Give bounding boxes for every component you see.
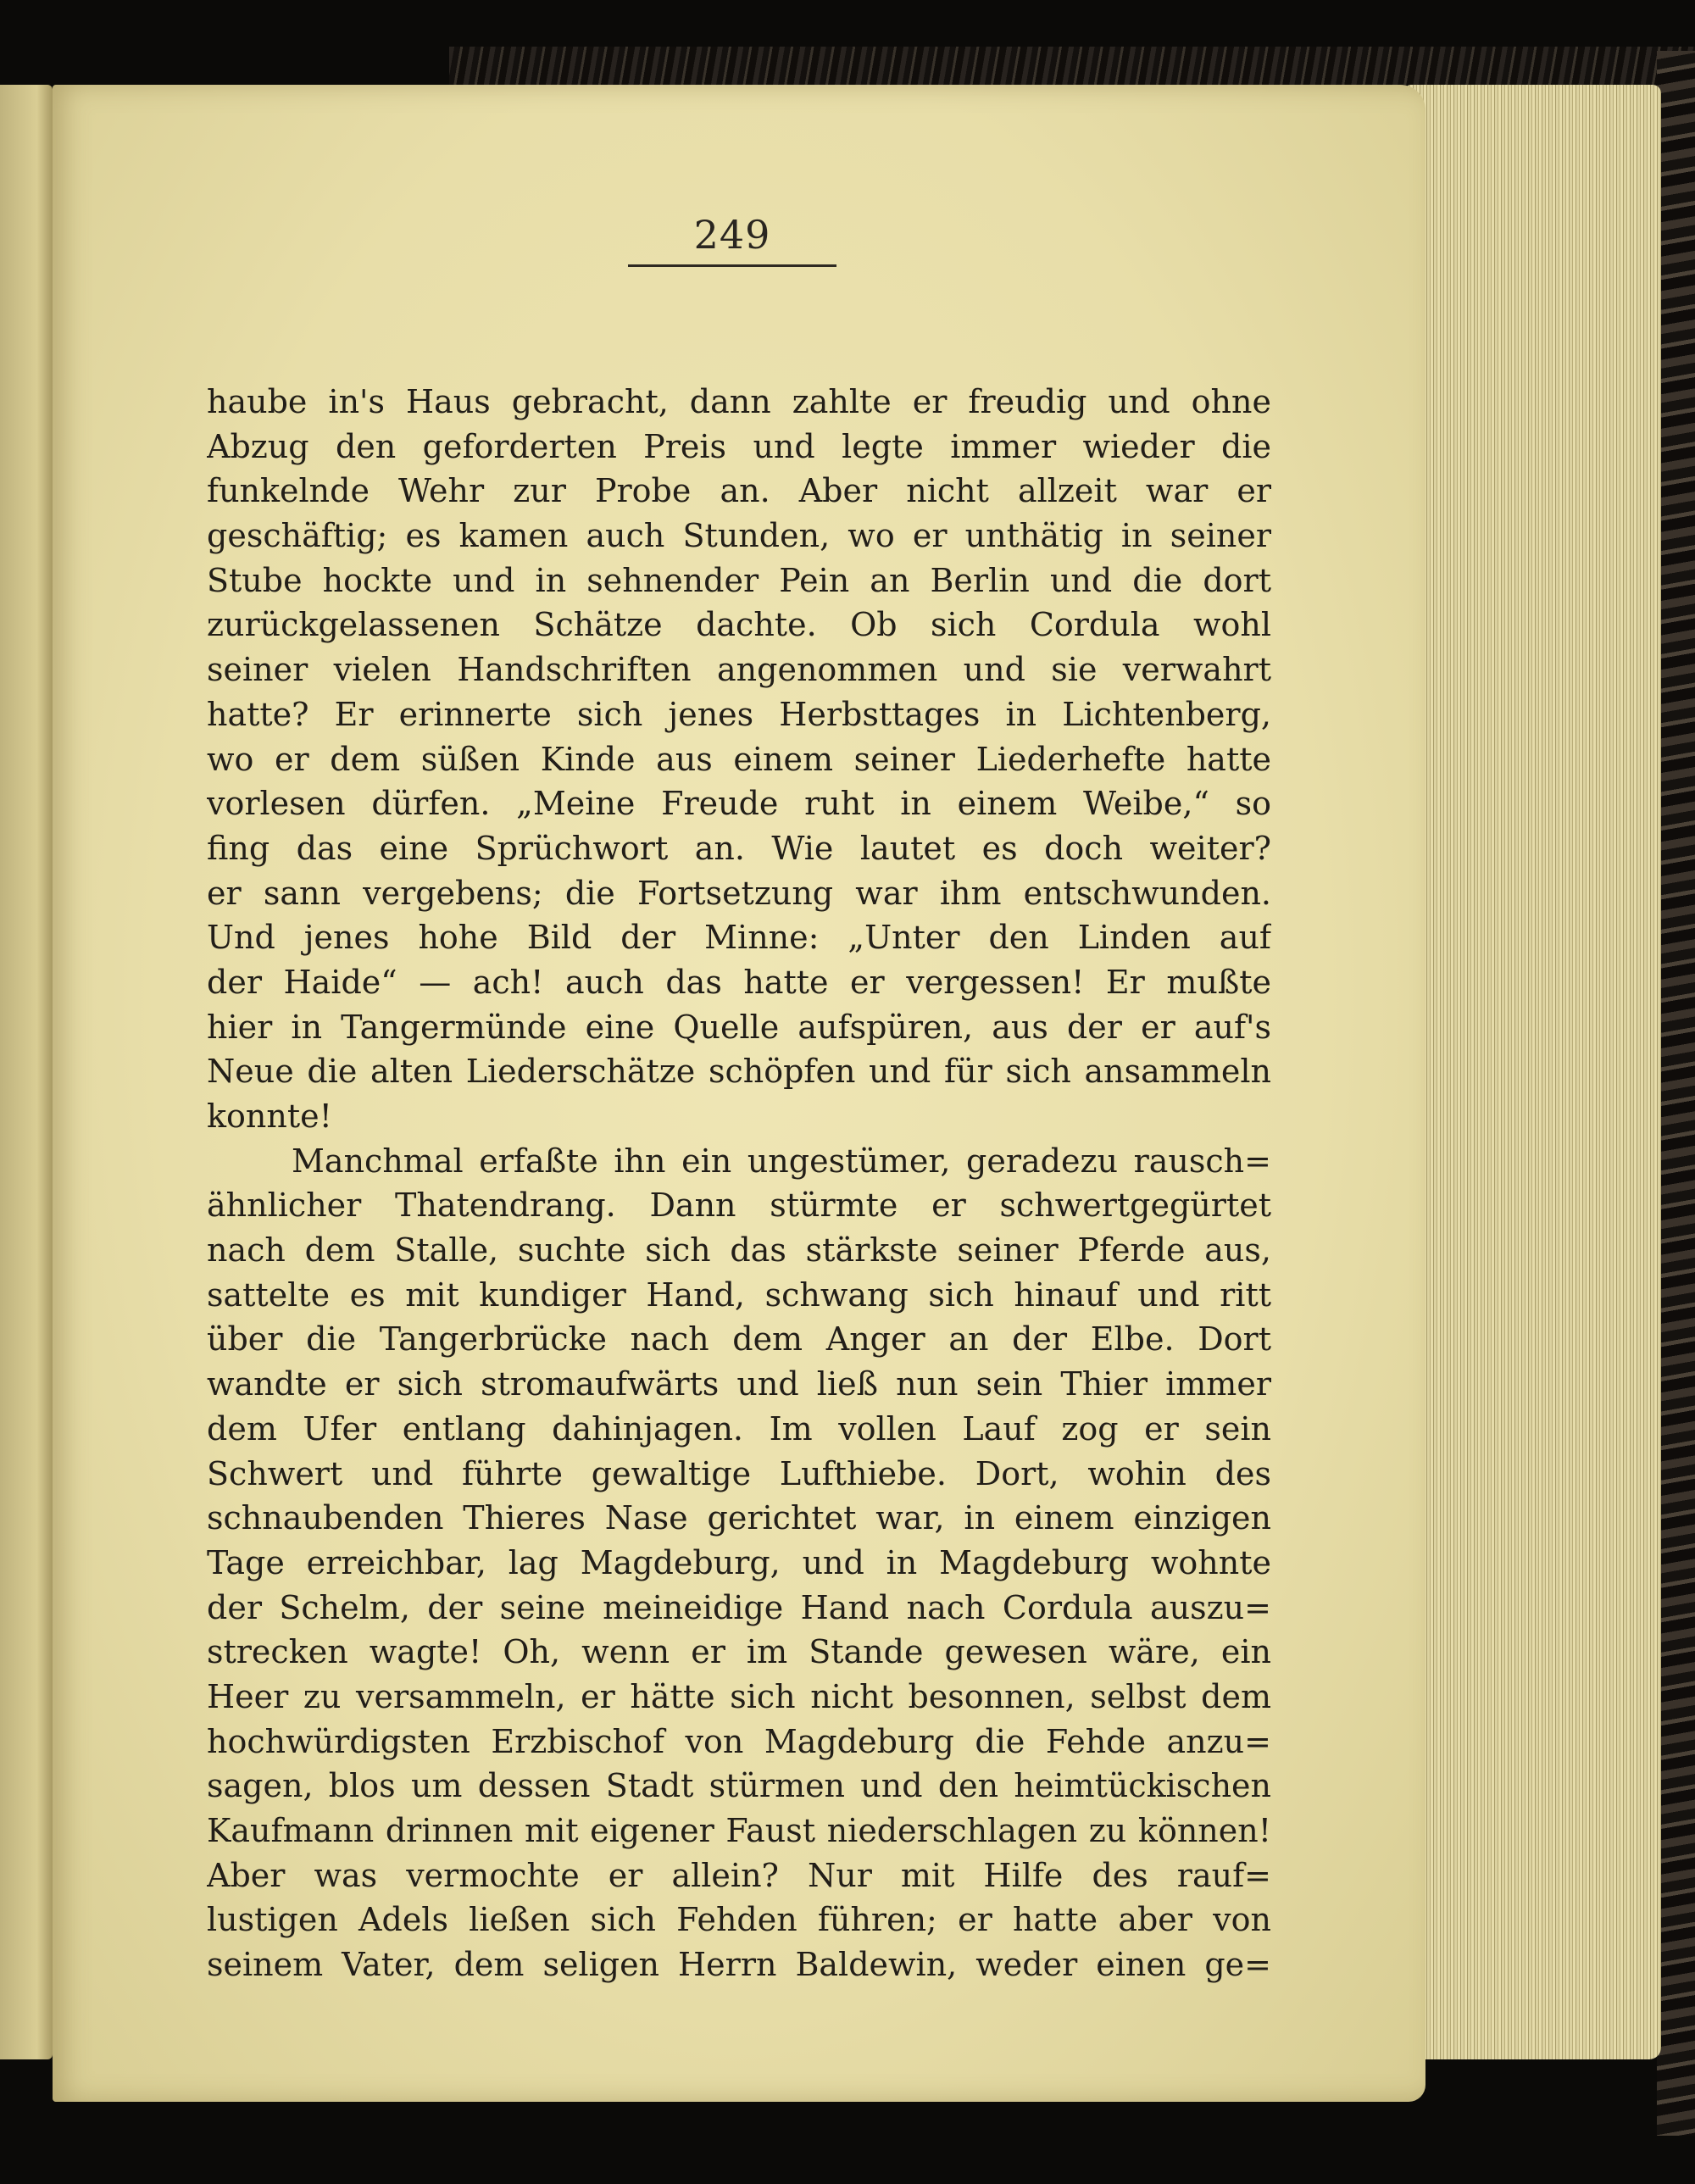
text-line: er sann vergebens; die Fortsetzung war ihm entschwunden. xyxy=(207,874,1271,912)
text-line: wo er dem süßen Kinde aus einem seiner Liederhefte hatte xyxy=(207,740,1271,778)
text-line: geschäftig; es kamen auch Stunden, wo er unthätig in seiner xyxy=(207,517,1271,555)
text-line: zurückgelassenen Schätze dachte. Ob sich Cordula wohl xyxy=(207,606,1271,644)
text-line: Tage erreichbar, lag Magdeburg, und in Magdeburg wohnte xyxy=(207,1543,1271,1581)
text-line: Stube hockte und in sehnender Pein an Berlin und die dort xyxy=(207,561,1271,599)
text-line: Und jenes hohe Bild der Minne: „Unter den Linden auf xyxy=(207,919,1271,957)
text-line: Schwert und führte gewaltige Lufthiebe. Dort, wohin des xyxy=(207,1454,1271,1492)
text-line: Kaufmann drinnen mit eigener Faust niederschlagen zu können! xyxy=(207,1812,1271,1849)
text-line: funkelnde Wehr zur Probe an. Aber nicht allzeit war er xyxy=(207,472,1271,510)
page-edges-stack xyxy=(1407,85,1661,2059)
paragraph-start-line: Manchmal erfaßte ihn ein ungestümer, geradezu rausch= xyxy=(292,1142,1271,1180)
text-line: Neue die alten Liederschätze schöpfen und für sich ansammeln xyxy=(207,1053,1271,1091)
text-line: ähnlicher Thatendrang. Dann stürmte er schwertgegürtet xyxy=(207,1186,1271,1225)
text-line: wandte er sich stromaufwärts und ließ nun sein Thier immer xyxy=(207,1365,1271,1403)
text-line: lustigen Adels ließen sich Fehden führen; er hatte aber von xyxy=(207,1901,1271,1939)
body-text xyxy=(207,380,1271,1987)
text-line: vorlesen dürfen. „Meine Freude ruht in einem Weibe,“ so xyxy=(207,785,1271,823)
text-line: über die Tangerbrücke nach dem Anger an der Elbe. Dort xyxy=(207,1320,1271,1359)
text-line: sattelte es mit kundiger Hand, schwang sich hinauf und ritt xyxy=(207,1275,1271,1314)
marbled-cover-right xyxy=(1657,51,1695,2136)
text-line: Aber was vermochte er allein? Nur mit Hilfe des rauf= xyxy=(207,1856,1271,1894)
text-line: der Schelm, der seine meineidige Hand nach Cordula auszu= xyxy=(207,1588,1271,1626)
text-line: hatte? Er erinnerte sich jenes Herbsttages in Lichtenberg, xyxy=(207,695,1271,733)
text-line: dem Ufer entlang dahinjagen. Im vollen Lauf zog er sein xyxy=(207,1409,1271,1448)
text-line: sagen, blos um dessen Stadt stürmen und den heimtückischen xyxy=(207,1767,1271,1805)
paragraph-end-line: konnte! xyxy=(207,1098,332,1135)
text-line: strecken wagte! Oh, wenn er im Stande gewesen wäre, ein xyxy=(207,1633,1271,1671)
book-page xyxy=(53,85,1425,2102)
page-number: 249 xyxy=(693,212,771,258)
text-line: nach dem Stalle, suchte sich das stärkste seiner Pferde aus, xyxy=(207,1231,1271,1270)
previous-page-edge xyxy=(0,85,53,2059)
text-line: schnaubenden Thieres Nase gerichtet war, in einem einzigen xyxy=(207,1499,1271,1537)
text-line: seinem Vater, dem seligen Herrn Baldewin, weder einen ge= xyxy=(207,1946,1271,1984)
text-line: seiner vielen Handschriften angenommen und sie verwahrt xyxy=(207,651,1271,689)
text-line: Abzug den geforderten Preis und legte immer wieder die xyxy=(207,427,1271,465)
header-rule xyxy=(628,264,836,267)
text-line: hier in Tangermünde eine Quelle aufspüren, aus der er auf's xyxy=(207,1008,1271,1046)
text-line: fing das eine Sprüchwort an. Wie lautet es doch weiter? xyxy=(207,829,1271,867)
text-line: haube in's Haus gebracht, dann zahlte er freudig und ohne xyxy=(207,383,1271,420)
text-line: Heer zu versammeln, er hätte sich nicht besonnen, selbst dem xyxy=(207,1677,1271,1715)
text-line: hochwürdigsten Erzbischof von Magdeburg die Fehde anzu= xyxy=(207,1722,1271,1760)
text-line: der Haide“ — ach! auch das hatte er vergessen! Er mußte xyxy=(207,963,1271,1001)
